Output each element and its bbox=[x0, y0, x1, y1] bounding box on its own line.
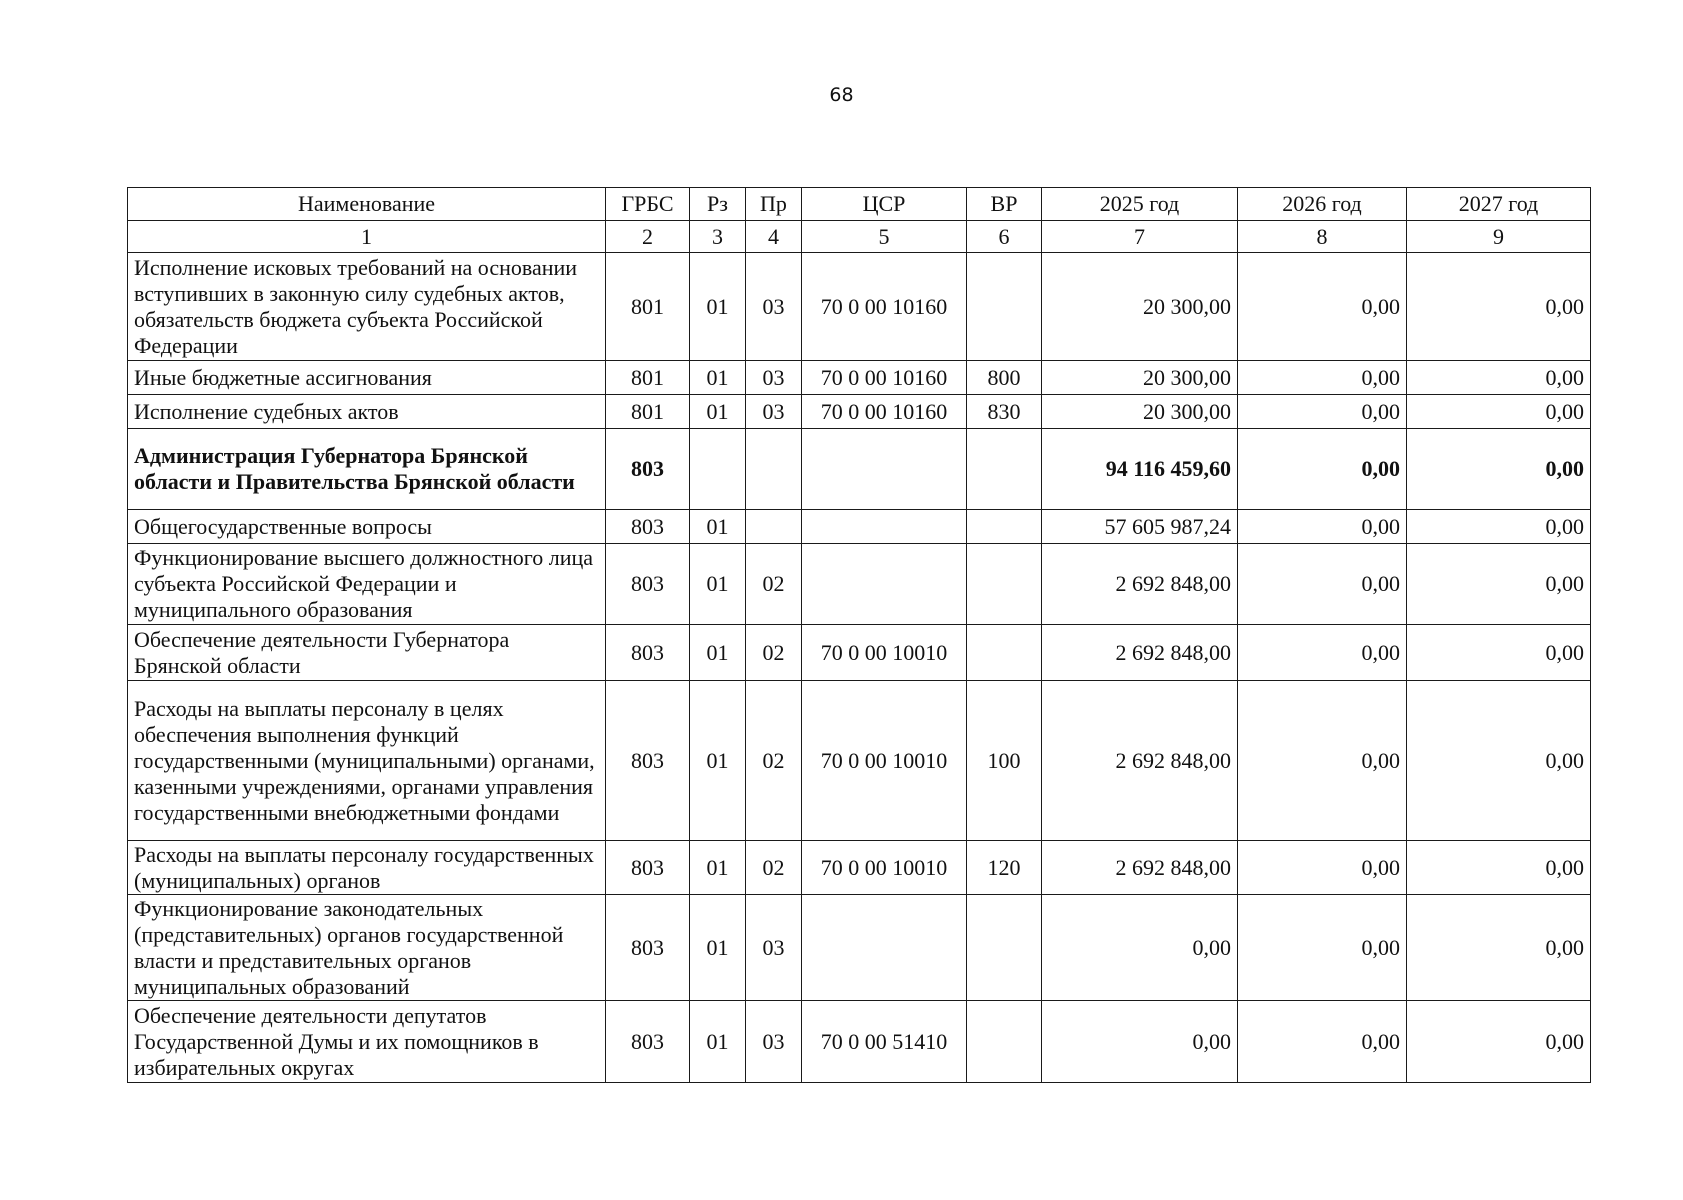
row-2025: 2 692 848,00 bbox=[1042, 841, 1238, 895]
row-name: Функционирование законодательных (представительных) органов государственной власти и представительных органов муниципальных образований bbox=[128, 895, 606, 1001]
row-2027: 0,00 bbox=[1407, 253, 1591, 361]
table-row bbox=[128, 625, 1591, 681]
row-vr: 120 bbox=[967, 841, 1042, 895]
row-2025: 0,00 bbox=[1042, 895, 1238, 1001]
table-row bbox=[128, 361, 1591, 395]
header-2025: 2025 год bbox=[1042, 188, 1238, 221]
header-pr: Пр bbox=[746, 188, 802, 221]
row-rz: 01 bbox=[690, 361, 746, 395]
row-grbs: 803 bbox=[606, 841, 690, 895]
row-rz: 01 bbox=[690, 625, 746, 681]
row-2027: 0,00 bbox=[1407, 510, 1591, 544]
row-csr bbox=[802, 429, 967, 510]
row-name: Администрация Губернатора Брянской области и Правительства Брянской области bbox=[128, 429, 606, 510]
row-2026: 0,00 bbox=[1238, 625, 1407, 681]
row-2025: 20 300,00 bbox=[1042, 361, 1238, 395]
row-name: Расходы на выплаты персоналу в целях обеспечения выполнения функций государственными (муниципальными) органами, казенными учреждениями, органами управления государственными внебюджетными фондами bbox=[128, 681, 606, 841]
header-csr: ЦСР bbox=[802, 188, 967, 221]
row-grbs: 803 bbox=[606, 625, 690, 681]
row-grbs: 803 bbox=[606, 510, 690, 544]
row-csr: 70 0 00 10160 bbox=[802, 395, 967, 429]
row-pr bbox=[746, 429, 802, 510]
row-rz: 01 bbox=[690, 1001, 746, 1083]
column-index: 6 bbox=[967, 221, 1042, 253]
row-vr: 100 bbox=[967, 681, 1042, 841]
row-vr bbox=[967, 895, 1042, 1001]
row-rz: 01 bbox=[690, 395, 746, 429]
row-grbs: 803 bbox=[606, 895, 690, 1001]
row-vr bbox=[967, 429, 1042, 510]
budget-table bbox=[127, 187, 1591, 1083]
row-vr bbox=[967, 253, 1042, 361]
row-rz: 01 bbox=[690, 895, 746, 1001]
row-vr bbox=[967, 544, 1042, 625]
row-2026: 0,00 bbox=[1238, 895, 1407, 1001]
row-2026: 0,00 bbox=[1238, 361, 1407, 395]
row-csr: 70 0 00 10010 bbox=[802, 841, 967, 895]
row-name: Расходы на выплаты персоналу государственных (муниципальных) органов bbox=[128, 841, 606, 895]
column-index-row bbox=[128, 221, 1591, 253]
row-name: Обеспечение деятельности Губернатора Брянской области bbox=[128, 625, 606, 681]
row-rz bbox=[690, 429, 746, 510]
table-row bbox=[128, 681, 1591, 841]
row-2025: 2 692 848,00 bbox=[1042, 544, 1238, 625]
row-vr bbox=[967, 1001, 1042, 1083]
row-pr: 02 bbox=[746, 544, 802, 625]
row-2027: 0,00 bbox=[1407, 681, 1591, 841]
row-csr bbox=[802, 510, 967, 544]
header-2026: 2026 год bbox=[1238, 188, 1407, 221]
row-rz: 01 bbox=[690, 253, 746, 361]
column-index: 2 bbox=[606, 221, 690, 253]
header-grbs: ГРБС bbox=[606, 188, 690, 221]
header-name: Наименование bbox=[128, 188, 606, 221]
header-row bbox=[128, 188, 1591, 221]
row-rz: 01 bbox=[690, 544, 746, 625]
row-name: Функционирование высшего должностного лица субъекта Российской Федерации и муниципального образования bbox=[128, 544, 606, 625]
row-csr: 70 0 00 51410 bbox=[802, 1001, 967, 1083]
row-2026: 0,00 bbox=[1238, 841, 1407, 895]
row-2025: 2 692 848,00 bbox=[1042, 625, 1238, 681]
header-2027: 2027 год bbox=[1407, 188, 1591, 221]
column-index: 4 bbox=[746, 221, 802, 253]
row-grbs: 803 bbox=[606, 1001, 690, 1083]
row-2026: 0,00 bbox=[1238, 253, 1407, 361]
row-2027: 0,00 bbox=[1407, 1001, 1591, 1083]
row-2025: 20 300,00 bbox=[1042, 253, 1238, 361]
row-2026: 0,00 bbox=[1238, 395, 1407, 429]
row-csr: 70 0 00 10010 bbox=[802, 681, 967, 841]
table-row bbox=[128, 253, 1591, 361]
row-pr: 03 bbox=[746, 361, 802, 395]
row-name: Исполнение исковых требований на основании вступивших в законную силу судебных актов, обязательств бюджета субъекта Российской Федерации bbox=[128, 253, 606, 361]
row-2025: 2 692 848,00 bbox=[1042, 681, 1238, 841]
row-vr bbox=[967, 625, 1042, 681]
table-row bbox=[128, 510, 1591, 544]
row-2025: 94 116 459,60 bbox=[1042, 429, 1238, 510]
row-pr: 03 bbox=[746, 253, 802, 361]
row-2026: 0,00 bbox=[1238, 1001, 1407, 1083]
row-csr bbox=[802, 544, 967, 625]
row-pr: 03 bbox=[746, 395, 802, 429]
row-2027: 0,00 bbox=[1407, 895, 1591, 1001]
row-rz: 01 bbox=[690, 841, 746, 895]
row-grbs: 801 bbox=[606, 395, 690, 429]
row-vr: 830 bbox=[967, 395, 1042, 429]
column-index: 5 bbox=[802, 221, 967, 253]
row-name: Исполнение судебных актов bbox=[128, 395, 606, 429]
row-name: Обеспечение деятельности депутатов Государственной Думы и их помощников в избирательных округах bbox=[128, 1001, 606, 1083]
row-2027: 0,00 bbox=[1407, 841, 1591, 895]
row-csr: 70 0 00 10160 bbox=[802, 361, 967, 395]
row-name: Общегосударственные вопросы bbox=[128, 510, 606, 544]
row-rz: 01 bbox=[690, 510, 746, 544]
row-name: Иные бюджетные ассигнования bbox=[128, 361, 606, 395]
row-grbs: 803 bbox=[606, 429, 690, 510]
column-index: 9 bbox=[1407, 221, 1591, 253]
row-csr bbox=[802, 895, 967, 1001]
row-2026: 0,00 bbox=[1238, 544, 1407, 625]
row-2026: 0,00 bbox=[1238, 681, 1407, 841]
table-row bbox=[128, 841, 1591, 895]
row-2026: 0,00 bbox=[1238, 510, 1407, 544]
row-2027: 0,00 bbox=[1407, 625, 1591, 681]
table-row bbox=[128, 895, 1591, 1001]
row-vr: 800 bbox=[967, 361, 1042, 395]
row-2025: 20 300,00 bbox=[1042, 395, 1238, 429]
page-number: 68 bbox=[829, 84, 854, 106]
row-2027: 0,00 bbox=[1407, 395, 1591, 429]
row-pr: 02 bbox=[746, 681, 802, 841]
column-index: 1 bbox=[128, 221, 606, 253]
row-2027: 0,00 bbox=[1407, 544, 1591, 625]
row-csr: 70 0 00 10010 bbox=[802, 625, 967, 681]
row-grbs: 801 bbox=[606, 253, 690, 361]
row-2026: 0,00 bbox=[1238, 429, 1407, 510]
table-row bbox=[128, 1001, 1591, 1083]
column-index: 8 bbox=[1238, 221, 1407, 253]
row-rz: 01 bbox=[690, 681, 746, 841]
table-row bbox=[128, 429, 1591, 510]
row-vr bbox=[967, 510, 1042, 544]
column-index: 3 bbox=[690, 221, 746, 253]
row-pr: 02 bbox=[746, 841, 802, 895]
row-csr: 70 0 00 10160 bbox=[802, 253, 967, 361]
column-index: 7 bbox=[1042, 221, 1238, 253]
row-pr bbox=[746, 510, 802, 544]
header-rz: Рз bbox=[690, 188, 746, 221]
row-2027: 0,00 bbox=[1407, 361, 1591, 395]
row-2025: 57 605 987,24 bbox=[1042, 510, 1238, 544]
row-grbs: 803 bbox=[606, 681, 690, 841]
row-pr: 03 bbox=[746, 1001, 802, 1083]
row-2025: 0,00 bbox=[1042, 1001, 1238, 1083]
row-pr: 02 bbox=[746, 625, 802, 681]
header-vr: ВР bbox=[967, 188, 1042, 221]
row-grbs: 801 bbox=[606, 361, 690, 395]
table-row bbox=[128, 395, 1591, 429]
row-grbs: 803 bbox=[606, 544, 690, 625]
table-row bbox=[128, 544, 1591, 625]
row-pr: 03 bbox=[746, 895, 802, 1001]
row-2027: 0,00 bbox=[1407, 429, 1591, 510]
